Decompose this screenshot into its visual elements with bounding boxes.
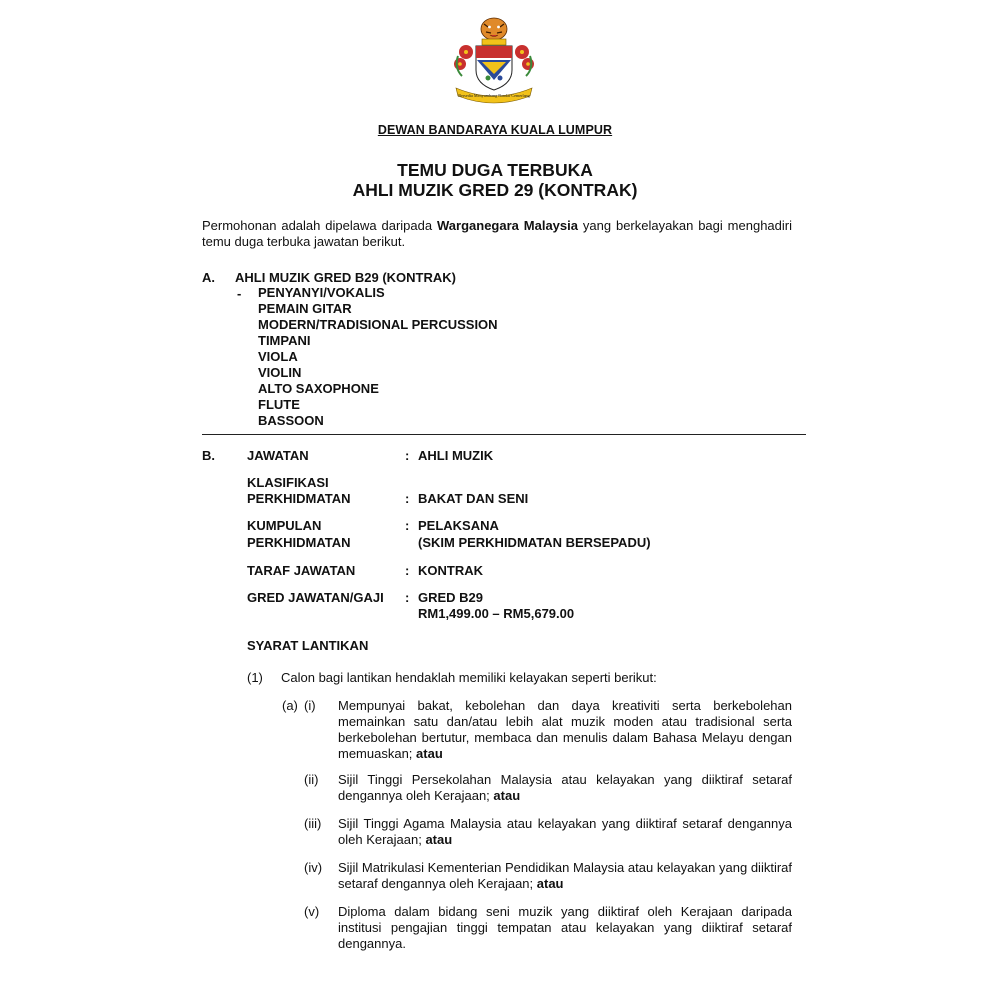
item-1-text: Calon bagi lantikan hendaklah memiliki kelayakan seperti berikut: <box>281 670 657 685</box>
jawatan-label: JAWATAN <box>247 448 309 463</box>
qualification-iv-text: Sijil Matrikulasi Kementerian Pendidikan Malaysia atau kelayakan yang diiktiraf setaraf dengannya oleh Kerajaan; <box>338 860 792 891</box>
colon: : <box>405 448 410 463</box>
kumpulan-value-1: PELAKSANA <box>418 518 499 533</box>
klasifikasi-label-2: PERKHIDMATAN <box>247 491 351 506</box>
section-a-heading: AHLI MUZIK GRED B29 (KONTRAK) <box>235 270 456 285</box>
list-item: MODERN/TRADISIONAL PERCUSSION <box>258 317 498 332</box>
hibiscus-right-icon <box>515 45 534 76</box>
colon: : <box>405 518 410 533</box>
roman-marker: (i) <box>304 698 316 713</box>
kumpulan-value-2: (SKIM PERKHIDMATAN BERSEPADU) <box>418 535 651 550</box>
colon: : <box>405 491 410 506</box>
qualification-i-text: Mempunyai bakat, kebolehan dan daya kreativiti serta berkebolehan memainkan satu dan/atau lebih alat muzik moden atau tradisional serta berkebolehan bertutur, membaca dan menulis dalam Bahasa Melayu dengan memuaskan; <box>338 698 792 761</box>
intro-bold-citizen: Warganegara Malaysia <box>437 218 578 233</box>
colon: : <box>405 590 410 605</box>
list-item: TIMPANI <box>258 333 311 348</box>
organization-name: DEWAN BANDARAYA KUALA LUMPUR <box>377 123 613 137</box>
klasifikasi-value: BAKAT DAN SENI <box>418 491 529 506</box>
gred-label: GRED JAWATAN/GAJI <box>247 590 384 605</box>
section-a-dash: - <box>237 286 242 301</box>
jawatan-value: AHLI MUZIK <box>418 448 494 463</box>
atau-keyword: atau <box>416 746 443 761</box>
qualification-v: Diploma dalam bidang seni muzik yang diiktiraf oleh Kerajaan daripada institusi pengajian tinggi tempatan atau kelayakan yang diiktiraf setaraf dengannya. <box>338 904 792 951</box>
section-b-marker: B. <box>202 448 215 463</box>
atau-keyword: atau <box>425 832 453 847</box>
item-1-number: (1) <box>247 670 263 685</box>
klasifikasi-label-1: KLASIFIKASI <box>247 475 329 490</box>
list-item: BASSOON <box>258 413 324 428</box>
instrument-list <box>258 285 498 429</box>
colon: : <box>405 563 410 578</box>
roman-marker: (iv) <box>304 860 323 875</box>
kumpulan-label-2: PERKHIDMATAN <box>247 535 351 550</box>
taraf-label: TARAF JAWATAN <box>247 563 356 578</box>
qualification-iv <box>338 860 792 892</box>
roman-marker: (v) <box>304 904 320 919</box>
intro-text-2: yang berkelayakan bagi menghadiri temu duga terbuka jawatan berikut. <box>202 218 792 249</box>
qualification-ii-text: Sijil Tinggi Persekolahan Malaysia atau kelayakan yang diiktiraf setaraf dengannya oleh Kerajaan; <box>338 772 792 803</box>
qualification-ii <box>338 772 792 804</box>
tiger-head-icon <box>481 18 507 40</box>
section-divider <box>202 434 806 435</box>
gred-value-1: GRED B29 <box>418 590 484 605</box>
qualification-iii <box>338 816 792 848</box>
list-item: PENYANYI/VOKALIS <box>258 285 385 300</box>
dbkl-crest-logo <box>446 12 542 108</box>
qualification-iii-text: Sijil Tinggi Agama Malaysia atau kelayakan yang diiktiraf setaraf dengannya oleh Kerajaan; <box>338 816 792 847</box>
syarat-heading: SYARAT LANTIKAN <box>247 638 369 653</box>
page-title-line2: AHLI MUZIK GRED 29 (KONTRAK) <box>352 180 638 200</box>
list-item: ALTO SAXOPHONE <box>258 381 379 396</box>
gred-value-2: RM1,499.00 – RM5,679.00 <box>418 606 575 621</box>
roman-marker: (iii) <box>304 816 322 831</box>
intro-text-1: Permohonan adalah dipelawa daripada <box>202 218 437 233</box>
intro-paragraph <box>202 218 792 250</box>
svg-text:Bersedia Menyumbang Bandar Cem: Bersedia Menyumbang Bandar Cemerlang <box>458 93 530 98</box>
qualification-i <box>338 698 792 762</box>
page-title-line1: TEMU DUGA TERBUKA <box>397 160 593 180</box>
hibiscus-left-icon <box>454 45 473 76</box>
atau-keyword: atau <box>493 788 521 803</box>
list-item: VIOLIN <box>258 365 302 380</box>
list-item: VIOLA <box>258 349 298 364</box>
list-item: PEMAIN GITAR <box>258 301 352 316</box>
section-a-marker: A. <box>202 270 215 285</box>
roman-marker: (ii) <box>304 772 319 787</box>
sub-a-marker: (a) <box>282 698 298 713</box>
kumpulan-label-1: KUMPULAN <box>247 518 322 533</box>
list-item: FLUTE <box>258 397 300 412</box>
taraf-value: KONTRAK <box>418 563 483 578</box>
atau-keyword: atau <box>536 876 564 891</box>
